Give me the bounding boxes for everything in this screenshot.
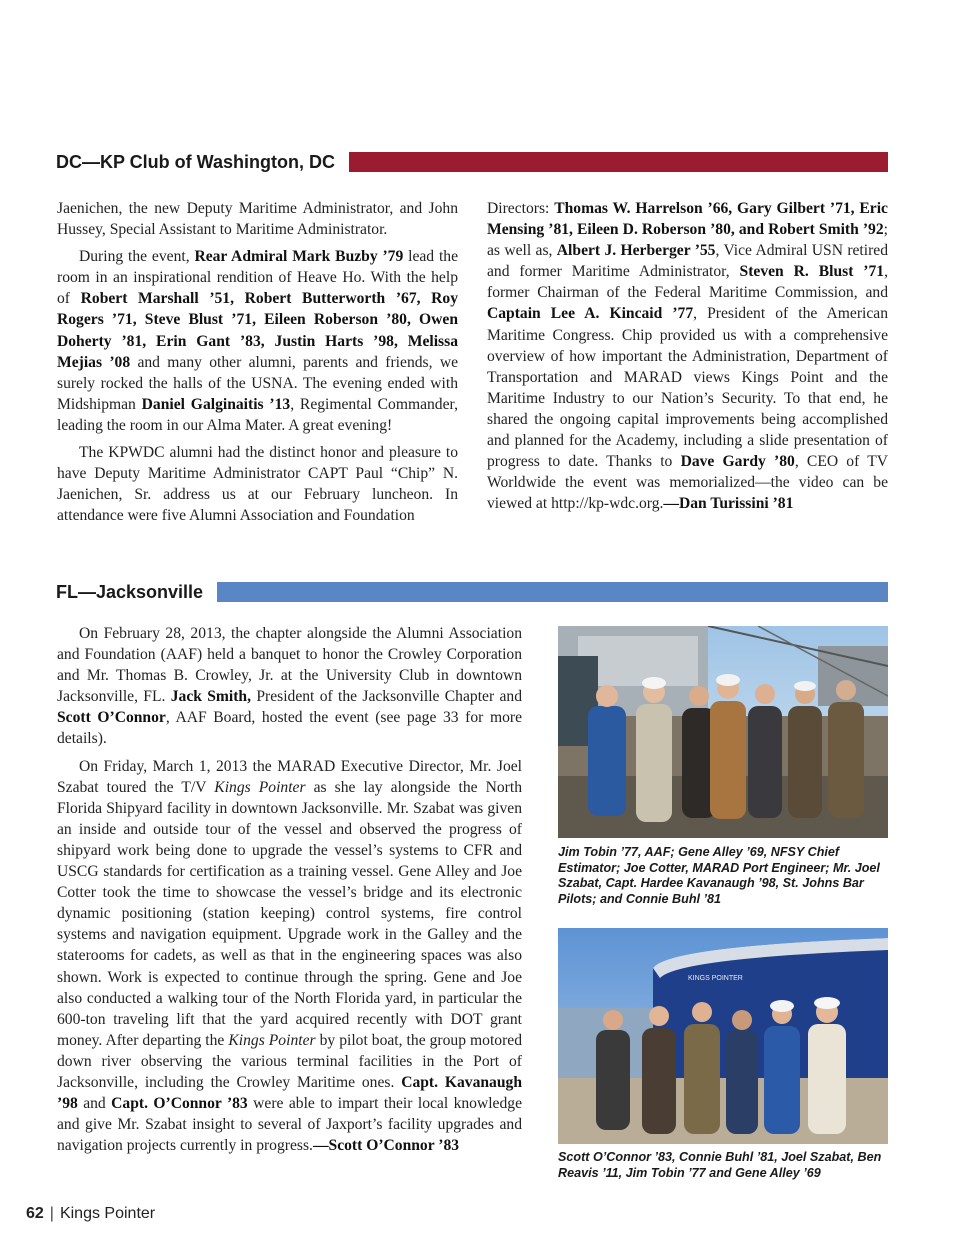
ship-deck-group-photo	[558, 626, 888, 838]
fl-section-header	[56, 580, 888, 604]
text-run: On Friday, March 1, 2013 the MARAD Executive Director, Mr. Joel Szabat toured the T/V	[57, 757, 522, 796]
text-run: President of the Jacksonville Chapter and	[251, 688, 522, 706]
bold-name-run: —Dan Turissini ’81	[663, 495, 794, 513]
bold-name-run: Captain Lee A. Kincaid ’77	[487, 305, 694, 323]
text-run: During the event,	[79, 248, 195, 266]
bold-name-run: —Scott O’Connor ’83	[312, 1137, 460, 1155]
bold-name-run: Capt. O’Connor ’83	[111, 1095, 248, 1113]
bold-name-run: Rear Admiral Mark Buzby ’79	[194, 248, 404, 266]
page-footer	[26, 1205, 155, 1223]
dc-section-header	[56, 150, 888, 174]
dc-section-title: DC—KP Club of Washington, DC	[56, 151, 335, 172]
italic-run: Kings Pointer	[214, 778, 306, 796]
bold-name-run: Steven R. Blust ’71	[739, 263, 885, 281]
text-run: as she lay alongside the North Florida Shipyard facility in downtown Jacksonville. Mr. Szabat was given an inside and outside tour of the vessel and observed the progress of shipyard work being done to upgrade the vessel’s systems to CFR and USCG standards for certification as a training vessel. Gene Alley and Joe Cotter took the time to showcase the vessel’s bridge and its electronic dynamic positioning (station keeping) control systems, fire control systems and navigation equipment. Upgrade work in the Galley and the staterooms for cadets, as well as that in the engineering spaces was also shown. Work is expected to continue through the spring. Gene and Joe also conducted a walking tour of the North Florida yard, in particular the 600-ton traveling lift that the yard acquired recently with DOT grant money. After departing the	[57, 778, 522, 1049]
ship-deck-group-photo-image	[558, 626, 888, 838]
fl-section-title: FL—Jacksonville	[56, 581, 204, 602]
dc-section-bar	[349, 152, 888, 172]
text-run: Jaenichen, the new Deputy Maritime Administrator, and John Hussey, Special Assistant to Maritime Administrator.	[57, 200, 458, 239]
text-run: by pilot boat, the group motored down river observing the various terminal facilities in the Port of Jacksonville, including the Crowley Maritime ones.	[57, 1031, 522, 1091]
paragraph	[57, 442, 458, 526]
fl-article-column	[57, 623, 522, 1162]
text-run: On February 28, 2013, the chapter alongside the Alumni Association and Foundation (AAF) held a banquet to honor the Crowley Corporation and Mr. Thomas B. Crowley, Jr. at the University Club in downtown Jacksonville, FL.	[57, 625, 522, 706]
hull-name-text: KINGS POINTER	[688, 975, 743, 982]
paragraph	[57, 246, 458, 436]
bold-name-run: Dave Gardy ’80	[680, 453, 795, 471]
text-run: lead the room in an inspirational rendition of Heave Ho. With the help of	[57, 248, 458, 308]
bold-name-run: Scott O’Connor	[57, 709, 166, 727]
text-run: and	[77, 1095, 112, 1113]
bold-name-run: Capt. Kavanaugh ’98	[57, 1073, 522, 1113]
bold-name-run: Robert Marshall ’51, Robert Butterworth ’67, Roy Rogers ’71, Steve Blust ’71, Eileen Roberson ’80, Owen Doherty ’81, Erin Gant ’83, Justin Harts ’98, Melissa Mejias ’08	[57, 290, 459, 371]
bold-name-run: Jack Smith,	[170, 688, 252, 706]
text-run: , Vice Admiral USN retired and former Maritime Administrator,	[487, 242, 889, 281]
text-run: , Regimental Commander, leading the room in our Alma Mater. A great evening!	[57, 395, 458, 434]
ship-deck-photo-caption: Jim Tobin ’77, AAF; Gene Alley ’69, NFSY Chief Estimator; Joe Cotter, MARAD Port Engineer; Mr. Joel Szabat, Capt. Hardee Kavanaugh ’98, St. Johns Bar Pilots; and Connie Buhl ’81	[558, 845, 880, 906]
hull-photo-caption: Scott O’Connor ’83, Connie Buhl ’81, Joel Szabat, Ben Reavis ’11, Jim Tobin ’77 and Gene Alley ’69	[558, 1150, 882, 1180]
text-run: The KPWDC alumni had the distinct honor and pleasure to have Deputy Maritime Administrator CAPT Paul “Chip” N. Jaenichen, Sr. address us at our February luncheon. In attendance were five Alumni Association and Foundation	[57, 444, 458, 525]
paragraph	[57, 623, 522, 750]
hull-group-photo	[558, 928, 888, 1144]
text-run: , former Chairman of the Federal Maritime Commission, and	[487, 263, 888, 302]
paragraph	[487, 198, 888, 514]
bold-name-run: Daniel Galginaitis ’13	[141, 395, 291, 413]
publication-name: Kings Pointer	[59, 1205, 156, 1222]
bold-name-run: Albert J. Herberger ’55	[556, 242, 716, 260]
footer-separator: |	[49, 1205, 54, 1222]
italic-run: Kings Pointer	[228, 1031, 316, 1049]
text-run: , AAF Board, hosted the event (see page 33 for more details).	[57, 709, 522, 748]
text-run: , CEO of TV Worldwide the event was memorialized—the video can be viewed at http://kp-wdc.org.	[487, 453, 888, 513]
fl-section-bar	[217, 582, 888, 602]
dc-right-column	[487, 198, 888, 520]
text-run: ; as well as,	[487, 221, 888, 260]
hull-group-photo-image	[558, 928, 888, 1144]
text-run: , President of the American Maritime Congress. Chip provided us with a comprehensive overview of how important the Administration, Department of Transportation and MARAD views Kings Point and the Maritime Industry to our Nation’s Security. To that end, he shared the ongoing capital improvements being accomplished and planned for the Academy, including a slide presentation of progress to date. Thanks to	[487, 305, 888, 471]
text-run: and many other alumni, parents and friends, we surely rocked the halls of the USNA. The evening ended with Midshipman	[57, 353, 458, 413]
text-run: were able to impart their local knowledge and give Mr. Szabat insight to several of Jaxport’s facility upgrades and navigation projects currently in progress.	[57, 1095, 522, 1155]
page-number: 62	[26, 1205, 44, 1222]
paragraph	[57, 756, 522, 1157]
text-run: Directors:	[487, 200, 555, 217]
dc-left-column	[57, 198, 458, 532]
bold-name-run: Thomas W. Harrelson ’66, Gary Gilbert ’71, Eric Mensing ’81, Eileen D. Roberson ’80, and Robert Smith ’92	[487, 200, 888, 239]
paragraph	[57, 198, 458, 240]
